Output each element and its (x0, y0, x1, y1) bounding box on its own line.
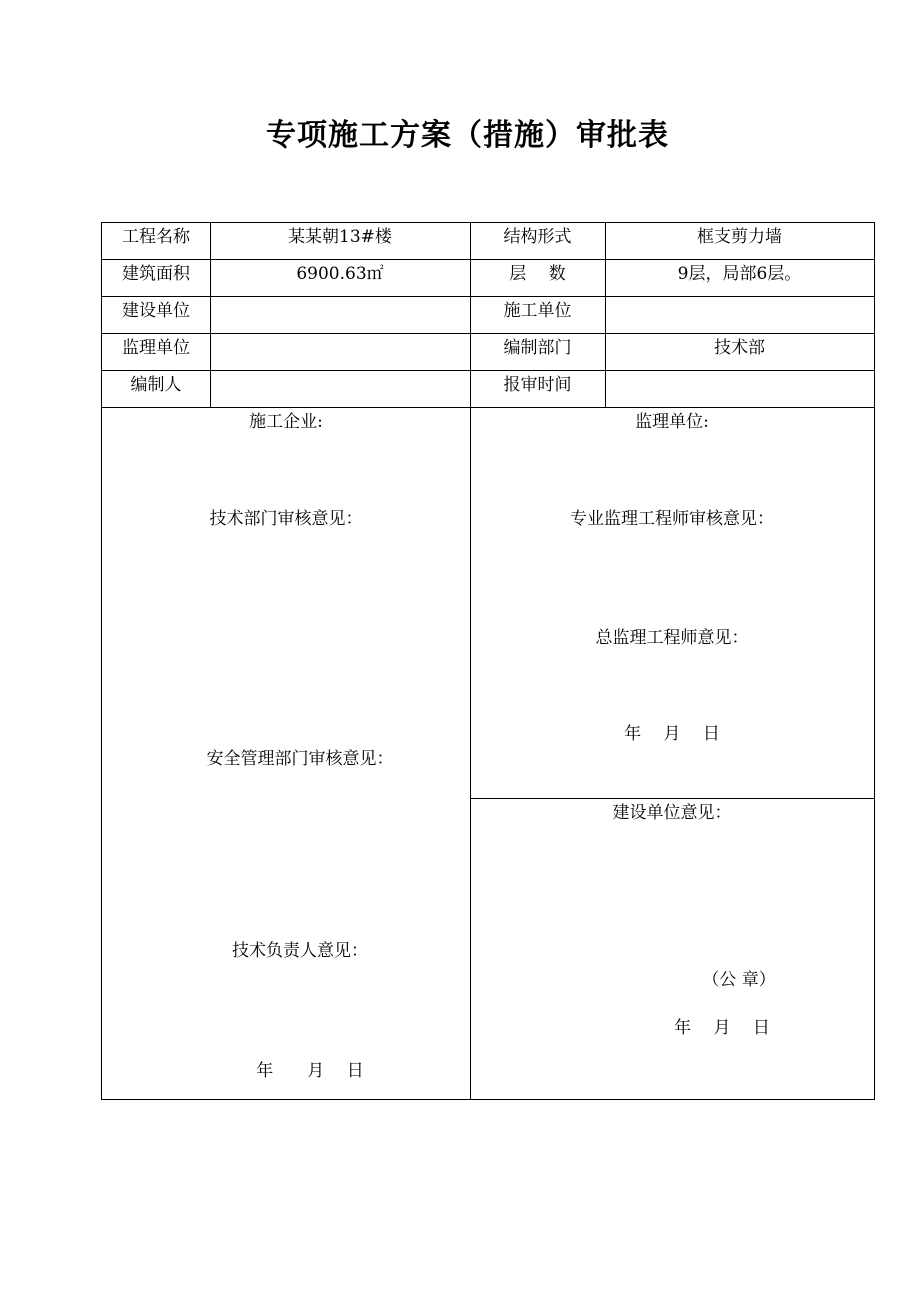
label-construction-unit: 施工单位 (503, 301, 572, 321)
construction-company-heading: 施工企业: (249, 412, 323, 432)
tech-dept-opinion-label: 技术部门审核意见： (209, 509, 363, 529)
row-divider (102, 296, 874, 297)
row-divider (102, 333, 874, 334)
label-owner-unit: 建设单位 (122, 301, 190, 321)
value-floors: 9层，局部6层。 (677, 264, 802, 284)
column-divider (210, 223, 211, 407)
label-building-area: 建筑面积 (122, 264, 190, 284)
value-prepared-dept: 技术部 (714, 338, 765, 358)
safety-dept-opinion-label: 安全管理部门审核意见： (206, 749, 394, 769)
owner-opinion-label: 建设单位意见： (612, 803, 732, 823)
column-divider (605, 223, 606, 407)
official-seal-label: （公 章） (702, 970, 776, 990)
label-submission-time: 报审时间 (503, 375, 572, 395)
chief-engineer-opinion-label: 总监理工程师意见： (595, 628, 749, 648)
page-title: 专项施工方案（措施）审批表 (266, 118, 669, 153)
owner-date-line: 年 月 日 (674, 1018, 770, 1038)
label-prepared-dept: 编制部门 (503, 338, 572, 358)
supervision-unit-heading: 监理单位: (635, 412, 709, 432)
left-date-line: 年 月 日 (256, 1061, 364, 1081)
row-divider (102, 259, 874, 260)
supervision-date-line: 年 月 日 (624, 724, 720, 744)
label-floors: 层 数 (509, 264, 566, 284)
approval-form (101, 222, 875, 1100)
engineer-opinion-label: 专业监理工程师审核意见： (570, 509, 774, 529)
label-structure-type: 结构形式 (503, 227, 572, 247)
row-divider (102, 407, 874, 408)
value-project-name: 某某朝13#楼 (288, 227, 392, 247)
tech-lead-opinion-label: 技术负责人意见： (232, 941, 368, 961)
value-building-area: 6900.63㎡ (296, 264, 384, 284)
label-preparer: 编制人 (130, 375, 182, 395)
label-supervision-unit: 监理单位 (122, 338, 190, 358)
label-project-name: 工程名称 (122, 227, 190, 247)
panel-divider (470, 798, 874, 799)
value-structure-type: 框支剪力墙 (697, 227, 782, 247)
row-divider (102, 370, 874, 371)
